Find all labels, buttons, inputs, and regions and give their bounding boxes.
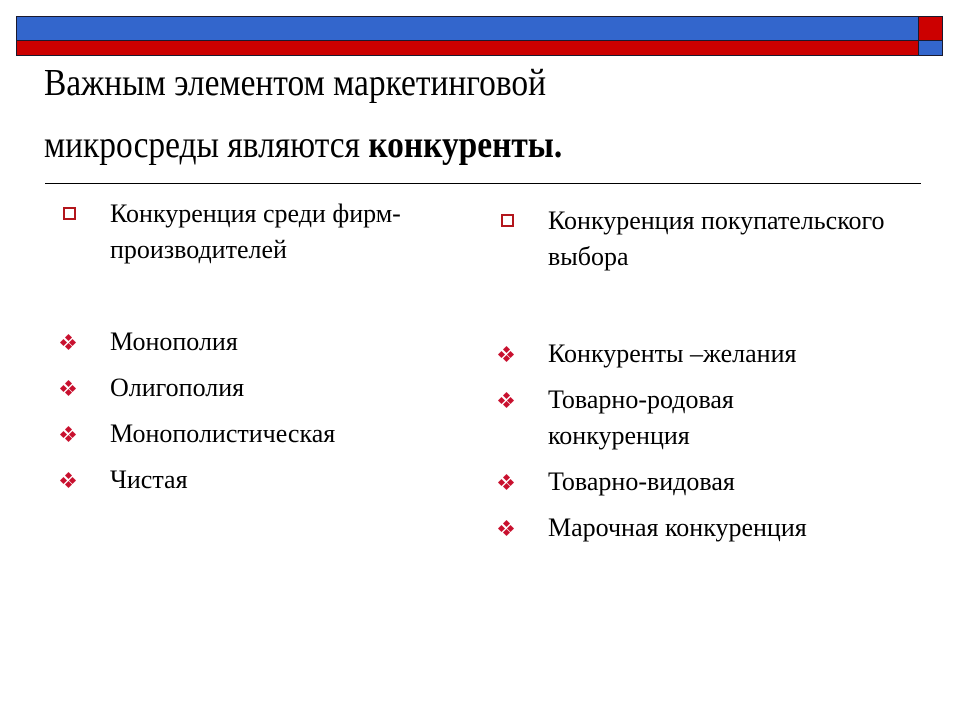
right-header-item [498,203,928,275]
right-header-text: Конкуренция покупательского выбора [548,206,885,271]
four-diamond-icon [61,381,75,395]
list-item [498,464,928,500]
right-sub-list [498,336,928,546]
list-item [498,336,928,372]
list-item [60,370,460,406]
title-line-2 [44,114,836,176]
list-item-text: Товарно-видовая [548,467,735,496]
slide-title [44,52,836,176]
list-item-text: Марочная конкуренция [548,513,807,542]
title-line-2-end: . [553,124,563,166]
left-column [60,196,460,508]
right-column [498,203,928,556]
list-item-text: Конкуренты –желания [548,339,797,368]
list-item [498,382,848,454]
corner-blue-square [918,40,943,56]
list-item-text: Товарно-родовая конкуренция [548,385,734,450]
list-item-text: Олигополия [110,373,245,402]
hollow-square-icon [501,214,514,227]
four-diamond-icon [499,521,513,535]
list-item [60,324,460,360]
list-item [498,510,928,546]
hollow-square-icon [63,207,76,220]
top-blue-bar [16,16,919,41]
list-item-text: Монополистическая [110,419,336,448]
list-item [60,416,460,452]
four-diamond-icon [61,427,75,441]
left-header-item [60,196,460,268]
corner-red-square [918,16,943,41]
four-diamond-icon [499,475,513,489]
title-divider [45,183,921,184]
title-line-2-bold: конкуренты [368,124,554,166]
four-diamond-icon [499,347,513,361]
title-line-2-regular: микросреды являются [44,124,369,166]
list-item [60,462,460,498]
title-line-1: Важным элементом маркетинговой [44,62,547,104]
four-diamond-icon [61,335,75,349]
left-sub-list [60,324,460,498]
four-diamond-icon [499,393,513,407]
list-item-text: Чистая [110,465,188,494]
four-diamond-icon [61,473,75,487]
list-item-text: Монополия [110,327,238,356]
left-header-text: Конкуренция среди фирм-производителей [110,199,401,264]
